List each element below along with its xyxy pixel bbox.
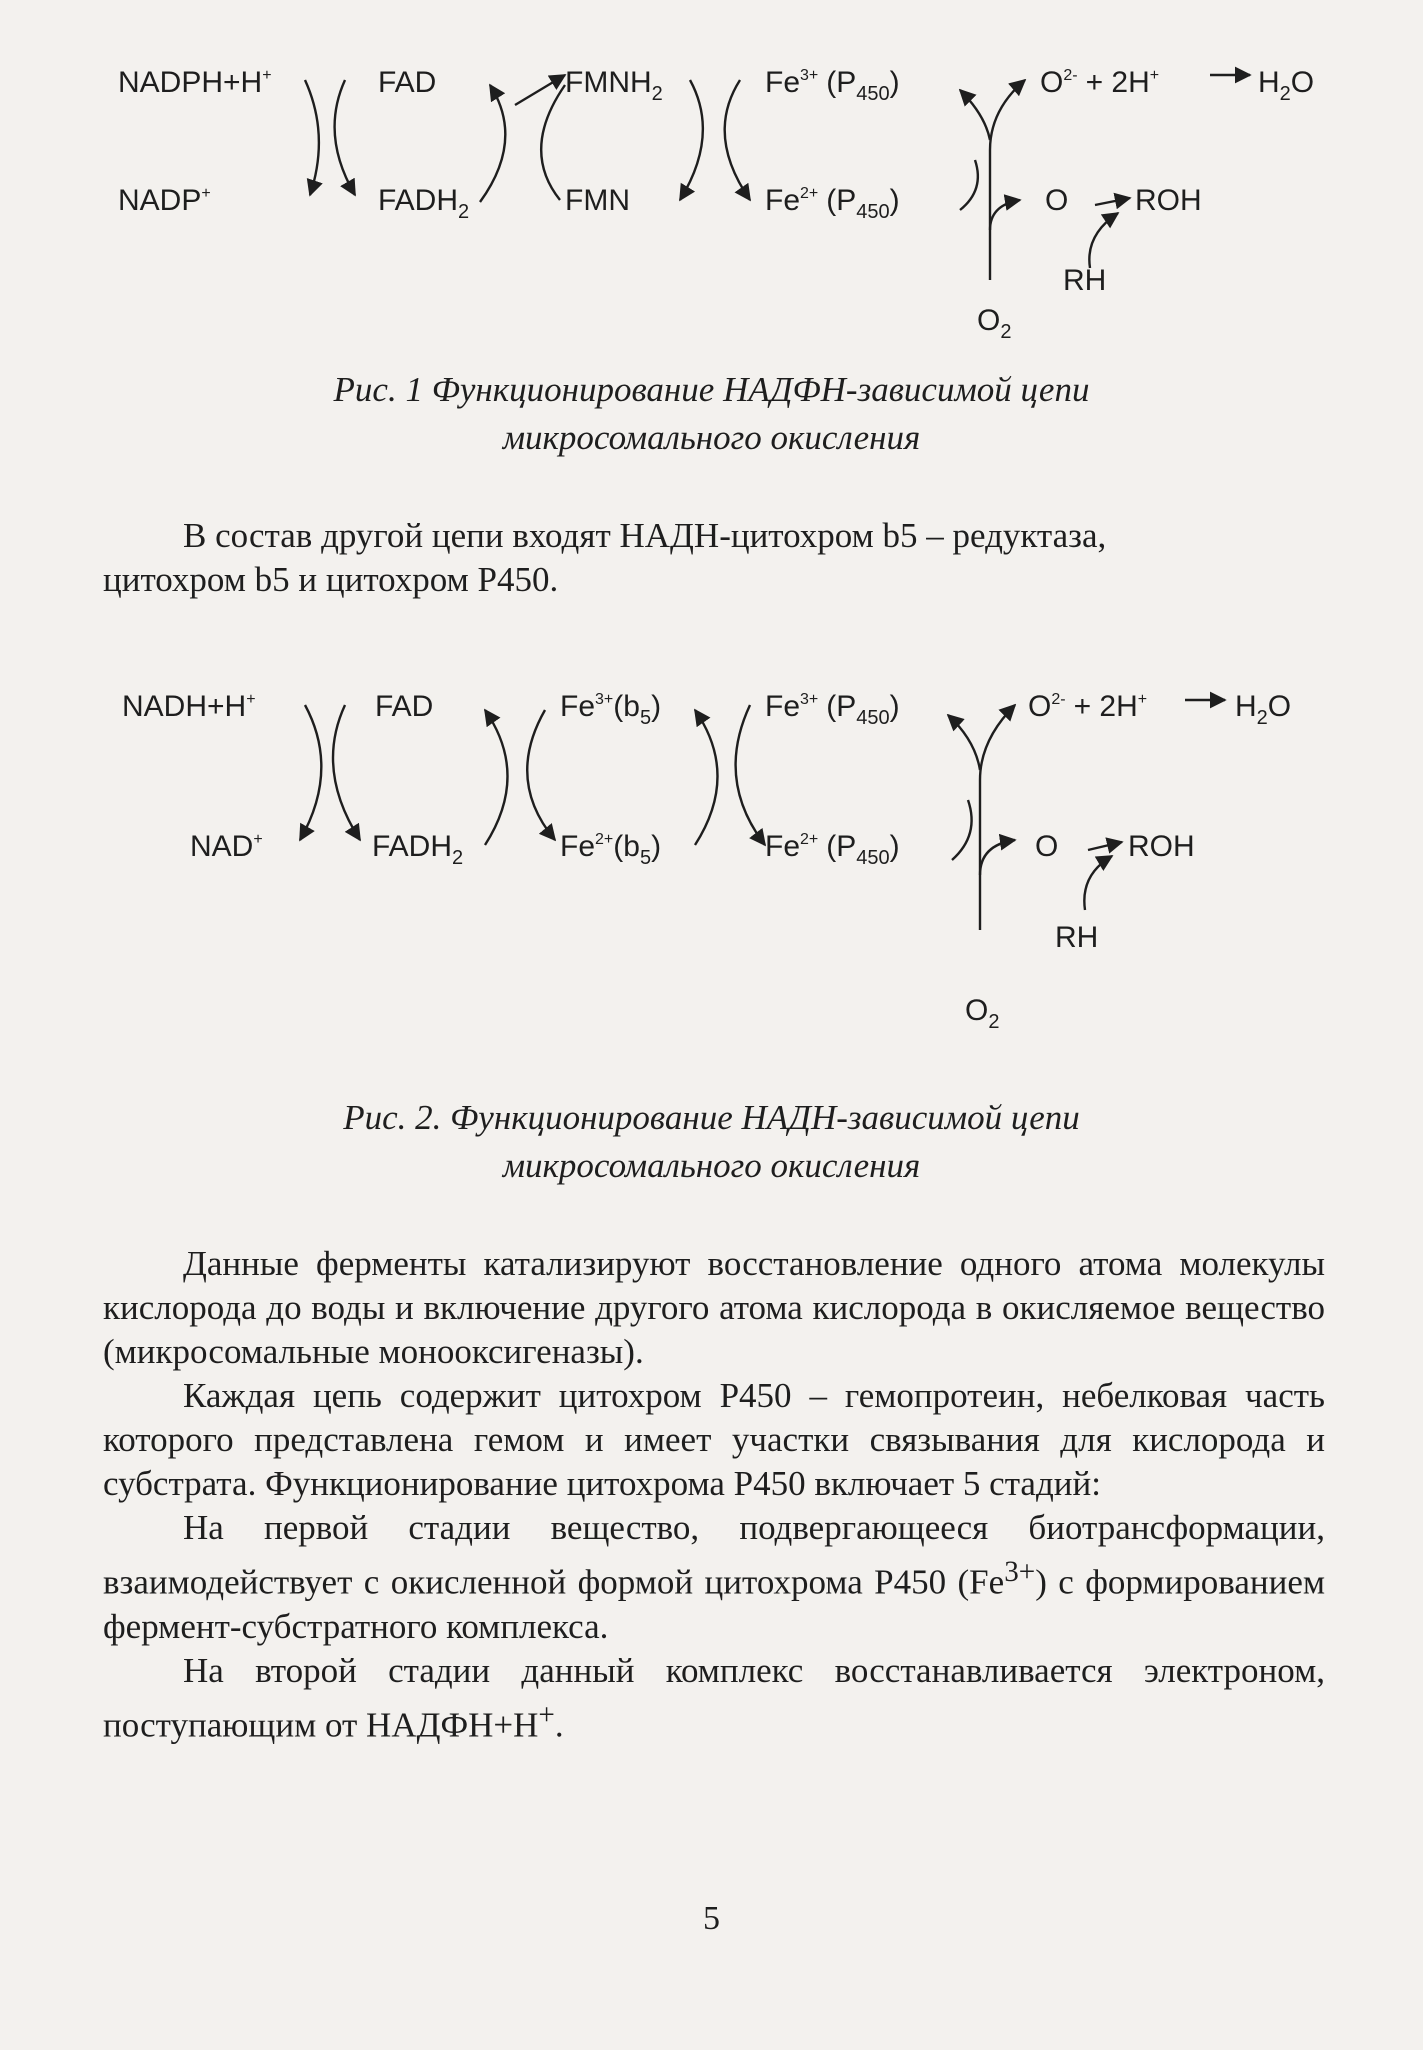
scheme-nadph-chain	[0, 40, 1423, 400]
label-o2-2: $O_2$	[965, 994, 1000, 1033]
paragraph-intro	[103, 514, 1325, 602]
paragraph-stage2	[103, 1649, 1325, 1748]
stage1-text-a: На первой стадии вещество, подвергающееся биотрансформации, взаимодействует с окисленной формой цитохрома P450 (Fe	[103, 1508, 1325, 1602]
label-roh-2: ROH	[1128, 830, 1195, 863]
figure2-caption	[0, 1094, 1423, 1190]
label-fad: FAD	[378, 66, 437, 99]
label-nadph: NADPH+H+	[118, 66, 272, 99]
label-rh-2: RH	[1055, 921, 1099, 954]
label-roh: ROH	[1135, 184, 1202, 217]
stage1-text-b: ) с формированием фермент-субстратного комплекса.	[103, 1562, 1326, 1646]
label-fad-2: FAD	[375, 690, 434, 723]
paragraph-intro-line2: цитохром b5 и цитохром P450.	[103, 560, 559, 599]
label-nadp: NADP+	[118, 184, 211, 217]
body-text	[103, 1242, 1325, 1747]
label-fadh2: $FADH_2$	[378, 184, 470, 223]
label-fe2-b5: $Fe^{2+}(b_5)$	[560, 830, 662, 869]
label-fadh2-2: $FADH_2$	[372, 830, 464, 869]
label-fe2-p450: $Fe^{2+}$ $(P_{450})$	[765, 184, 900, 223]
label-fe3-b5: $Fe^{3+}(b_5)$	[560, 690, 662, 729]
stage2-superscript: +	[538, 1698, 555, 1731]
figure2-caption-line1: Рис. 2. Функционирование НАДН-зависимой цепи	[343, 1098, 1080, 1137]
paragraph-enzymes: Данные ферменты катализируют восстановление одного атома молекулы кислорода до воды и включение другого атома кислорода в окисляемое вещество (микросомальные монооксигеназы).	[103, 1244, 1325, 1371]
label-fmnh2: $FMNH_2$	[565, 66, 663, 105]
label-o: O	[1045, 184, 1069, 217]
figure1-caption	[0, 366, 1423, 462]
figure1-caption-line2: микросомального окисления	[502, 418, 921, 457]
stage2-text-b: .	[554, 1705, 564, 1745]
label-rh: RH	[1063, 264, 1107, 297]
label-nadh: NADH+H+	[122, 690, 256, 723]
label-o2: $O_2$	[977, 304, 1012, 343]
page-number: 5	[703, 1900, 720, 1937]
figure1-caption-line1: Рис. 1 Функционирование НАДФН-зависимой цепи	[333, 370, 1090, 409]
paragraph-intro-line1: В состав другой цепи входят НАДН-цитохром b5 – редуктаза,	[183, 516, 1107, 555]
label-fmn: FMN	[565, 184, 630, 217]
label-h2o: $H_2O$	[1258, 66, 1315, 105]
label-fe2-p450-2: $Fe^{2+}$ $(P_{450})$	[765, 830, 900, 869]
label-o-2: O	[1035, 830, 1059, 863]
paragraph-cytochrome: Каждая цепь содержит цитохром P450 – гемопротеин, небелковая часть которого представлена гемом и имеет участки связывания для кислорода и субстрата. Функционирование цитохрома P450 включает 5 стадий:	[103, 1376, 1325, 1503]
figure2-caption-line2: микросомального окисления	[502, 1146, 921, 1185]
label-h2o-2: $H_2O$	[1235, 690, 1292, 729]
stage1-superscript: 3+	[1004, 1556, 1036, 1588]
label-fe3-p450-2: $Fe^{3+}$ $(P_{450})$	[765, 690, 900, 729]
label-fe3-p450: $Fe^{3+}$ $(P_{450})$	[765, 66, 900, 105]
label-nad: NAD+	[190, 830, 263, 863]
scheme-nadh-chain	[0, 660, 1423, 1050]
paragraph-stage1	[103, 1506, 1325, 1649]
label-o2minus-2h: $O^{2-} + 2H^+$	[1040, 66, 1160, 99]
label-o2minus-2h-2: $O^{2-} + 2H^+$	[1028, 690, 1148, 723]
stage2-text-a: На второй стадии данный комплекс восстанавливается электроном, поступающим от НАДФН+Н	[103, 1650, 1325, 1745]
